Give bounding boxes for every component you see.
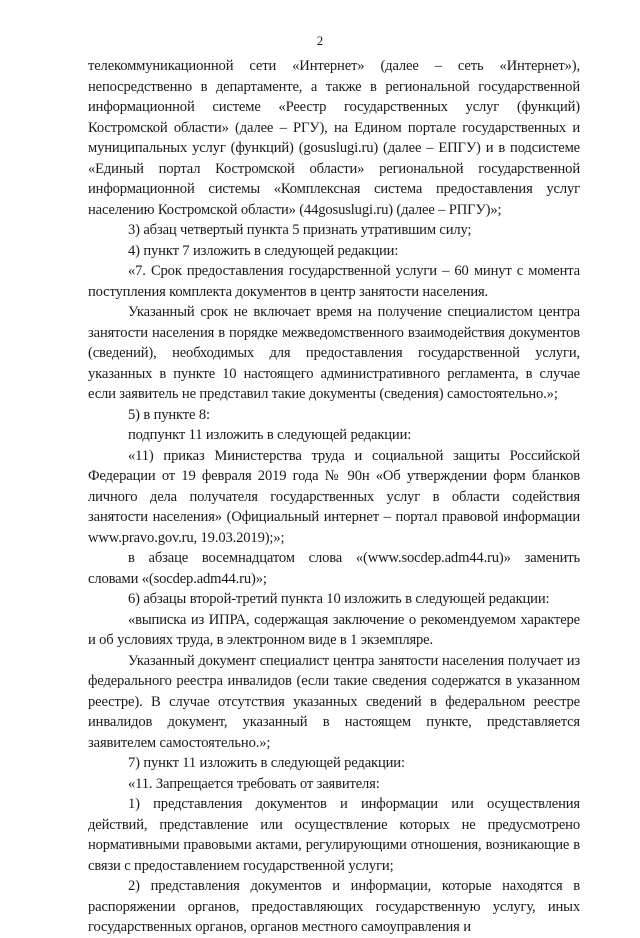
paragraph: в абзаце восемнадцатом слова «(www.socdep.adm44.ru)» заменить словами «(socdep.adm44.ru)»;	[88, 550, 580, 587]
paragraph: 4) пункт 7 изложить в следующей редакции:	[128, 242, 399, 259]
paragraph: 3) абзац четвертый пункта 5 признать утратившим силу;	[128, 222, 472, 238]
page-number: 2	[316, 33, 324, 48]
list-item: 2) представления документов и информации, которые находятся в распоряжении органов, предоставляющих государственную услугу, иных государственных органов, органов местного самоуправления и	[88, 878, 580, 935]
paragraph: Указанный срок не включает время на получение специалистом центра занятости населения в порядке межведомственного взаимодействия документов (сведений), необходимых для предоставления государственной услуги, указанных в пункте 10 настоящего административного регламента, в случае если заявитель не представил такие документы (сведения) самостоятельно.»;	[88, 304, 580, 402]
paragraph: 6) абзацы второй-третий пункта 10 изложить в следующей редакции:	[128, 591, 550, 607]
document-body	[88, 56, 580, 938]
paragraph: «11) приказ Министерства труда и социальной защиты Российской Федерации от 19 февраля 2019 года № 90н «Об утверждении форм бланков личного дела получателя государственных услуг в области содействия занятости населения» (Официальный интернет – портал правовой информации www.pravo.gov.ru, 19.03.2019);»;	[88, 447, 580, 546]
list-item: 1) представления документов и информации или осуществления действий, представление или осуществление которых не предусмотрено нормативными правовыми актами, регулирующими отношения, возникающие в связи с предоставлением государственной услуги;	[88, 796, 580, 874]
paragraph: «11. Запрещается требовать от заявителя:	[128, 775, 380, 792]
paragraph: 5) в пункте 8:	[128, 406, 210, 423]
paragraph: «выписка из ИПРА, содержащая заключение о рекомендуемом характере и об условиях труда, в электронном виде в 1 экземпляре.	[88, 611, 580, 648]
paragraph: подпункт 11 изложить в следующей редакции:	[128, 427, 412, 443]
paragraph: 7) пункт 11 изложить в следующей редакции:	[128, 755, 405, 771]
paragraph: «7. Срок предоставления государственной услуги – 60 минут с момента поступления комплекта документов в центр занятости населения.	[88, 263, 580, 300]
paragraph: телекоммуникационной сети «Интернет» (далее – сеть «Интернет»), непосредственно в департаменте, а также в региональной государственной информационной системе «Реестр государственных услуг (функций) Костромской области» (далее – РГУ), на Едином портале государственных и муниципальных услуг (функций) (gosuslugi.ru) (далее – ЕПГУ) и в подсистеме «Единый портал Костромской области» региональной государственной информационной системы «Комплексная система предоставления услуг населению Костромской области» (44gosuslugi.ru) (далее – РПГУ)»;	[88, 58, 580, 218]
paragraph: Указанный документ специалист центра занятости населения получает из федерального реестра инвалидов (если такие сведения содержатся в указанном реестре). В случае отсутствия указанных сведений в федеральном реестре инвалидов документ, указанный в настоящем пункте, представляется заявителем самостоятельно.»;	[88, 652, 580, 751]
